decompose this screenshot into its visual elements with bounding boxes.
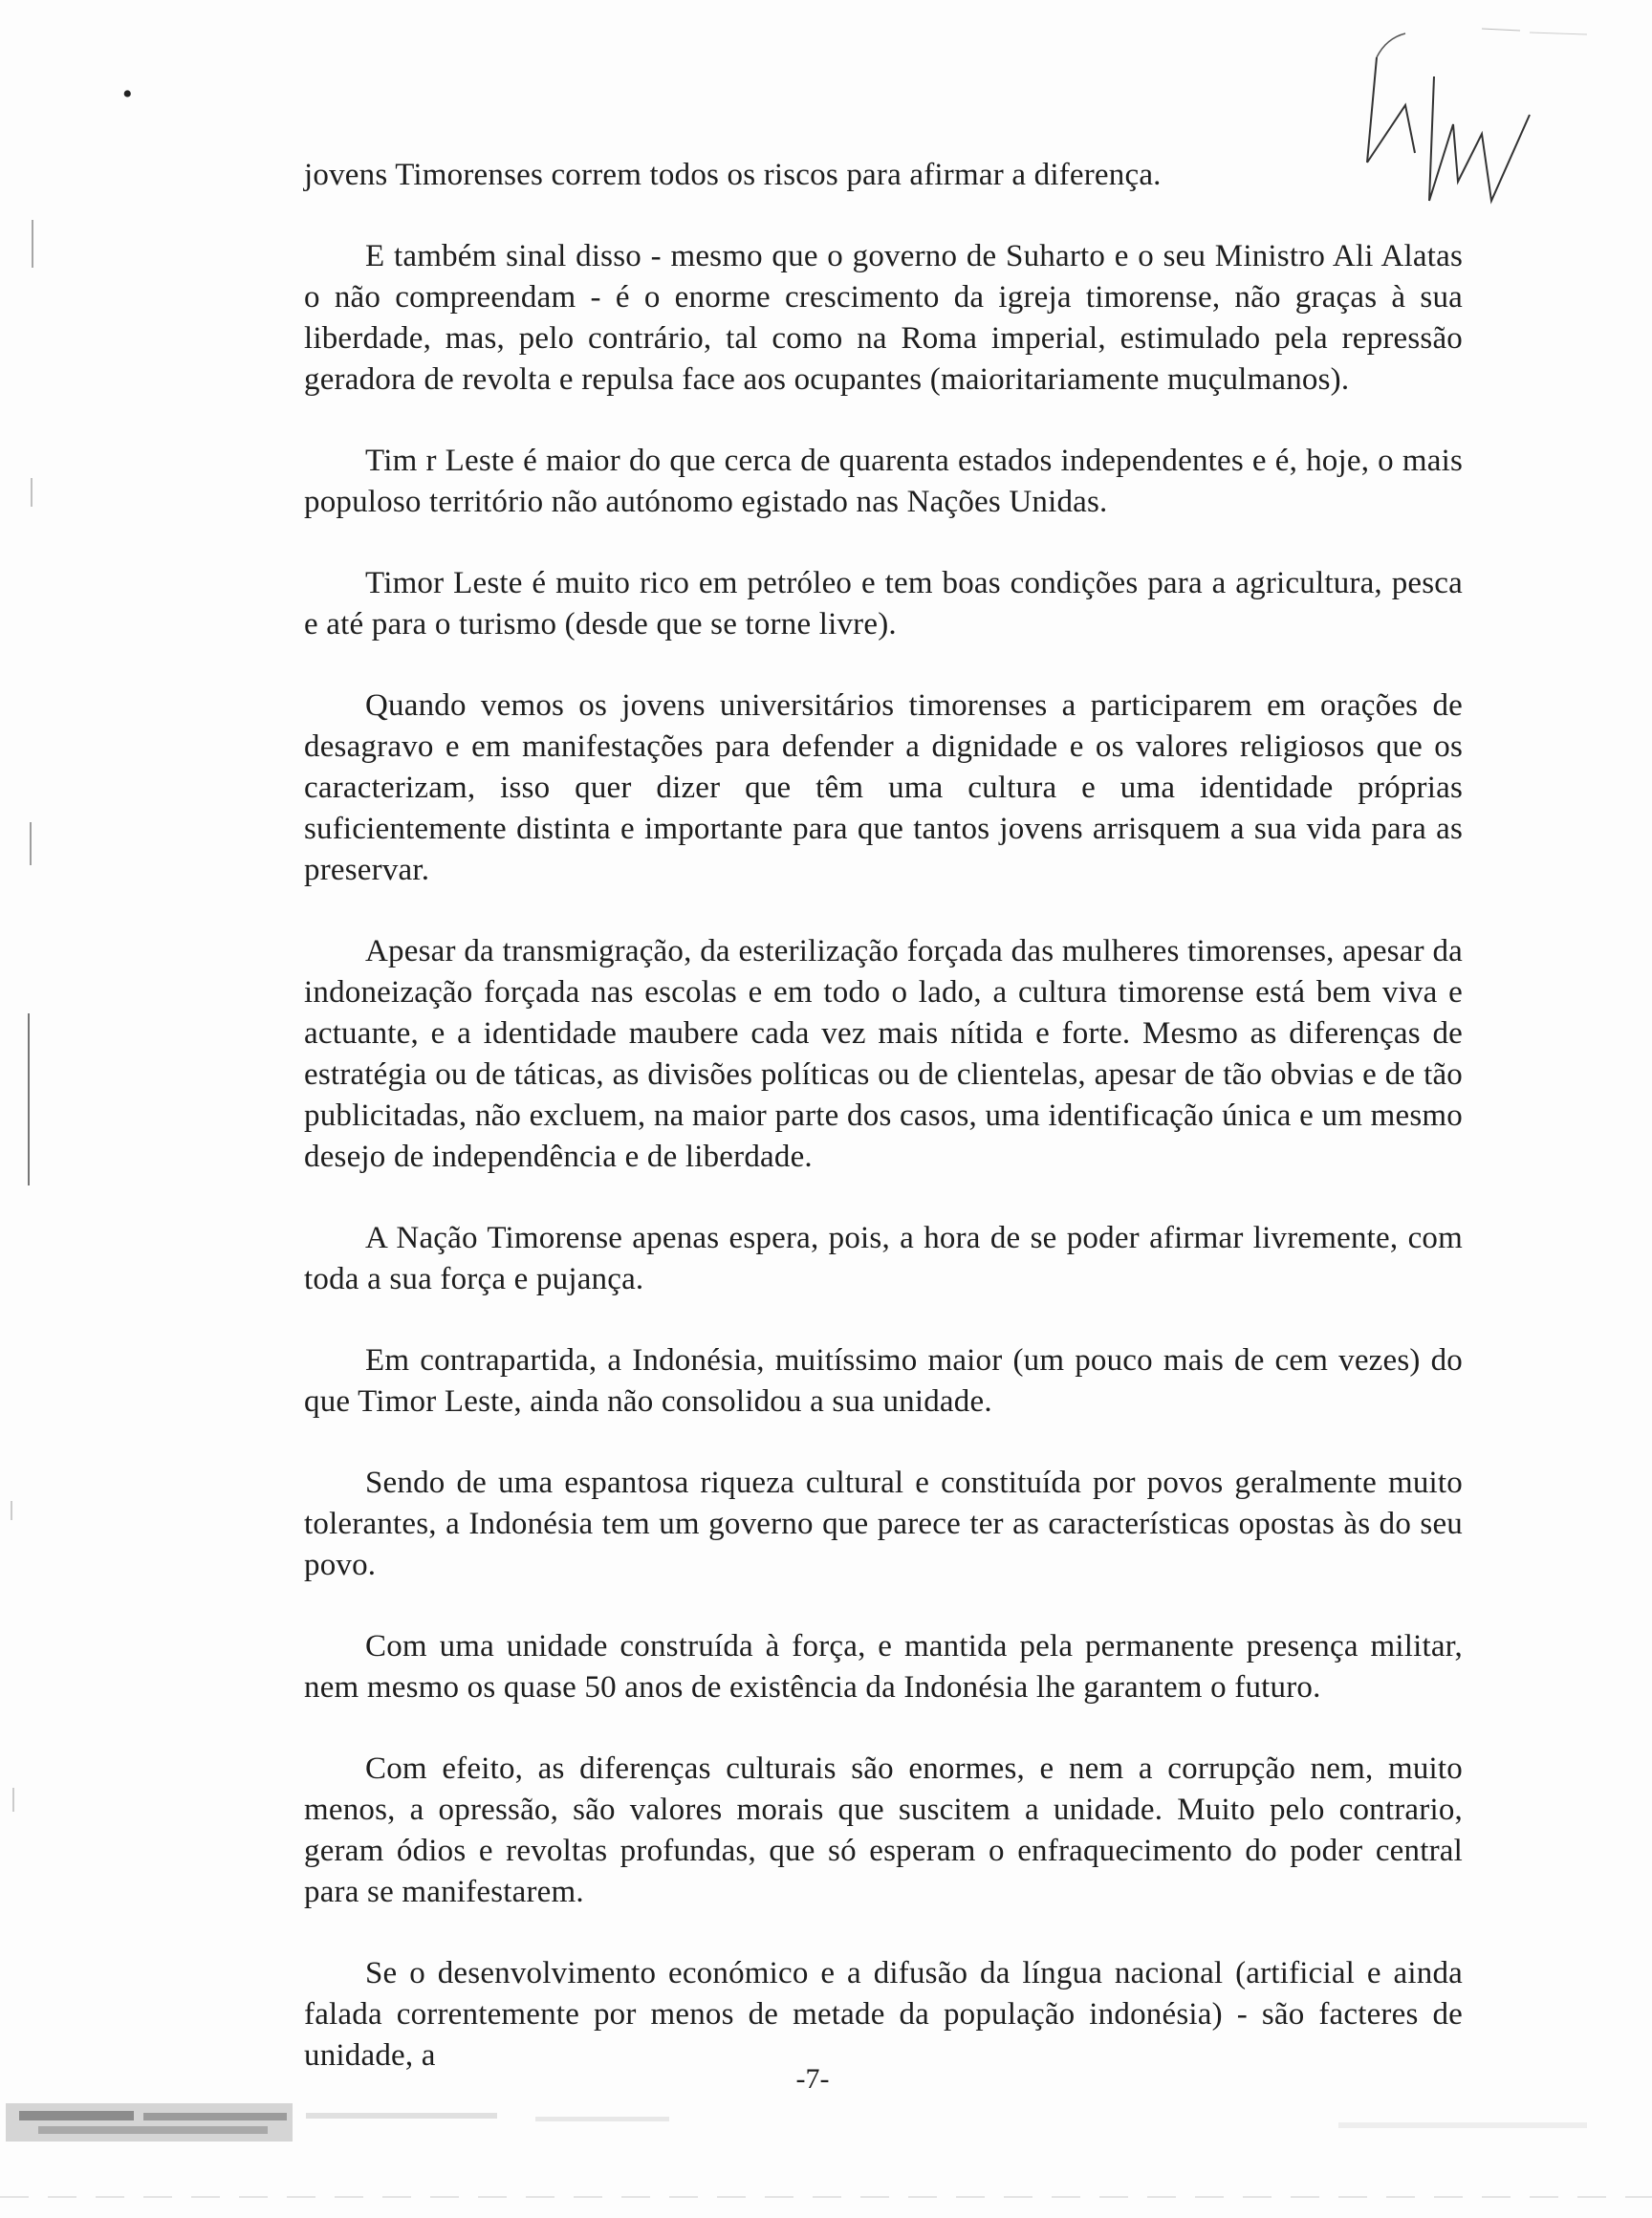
paragraph: A Nação Timorense apenas espera, pois, a hora de se poder afirmar livremente, com toda a sua força e pujança.	[304, 1221, 1463, 1296]
paragraph: Tim r Leste é maior do que cerca de quarenta estados independentes e é, hoje, o mais populoso território não autónomo egistado nas Nações Unidas.	[304, 444, 1463, 519]
paragraph: Com efeito, as diferenças culturais são enormes, e nem a corrupção nem, muito menos, a opressão, são valores morais que suscitem a unidade. Muito pelo contrario, geram ódios e revoltas profundas, que só esperam o enfraquecimento do poder central para se manifestarem.	[304, 1751, 1463, 1909]
paragraph: Timor Leste é muito rico em petróleo e tem boas condições para a agricultura, pesca e até para o turismo (desde que se torne livre).	[304, 566, 1463, 641]
paragraph: Apesar da transmigração, da esterilização forçada das mulheres timorenses, apesar da indoneização forçada nas escolas e em todo o lado, a cultura timorense está bem viva e actuante, e a identidade maubere cada vez mais nítida e forte. Mesmo as diferenças de estratégia ou de táticas, as divisões políticas ou de clientelas, apesar de tão obvias e de tão publicitadas, não excluem, na maior parte dos casos, uma identificação única e um mesmo desejo de independência e de liberdade.	[304, 934, 1463, 1174]
page-body	[304, 155, 1463, 2077]
scan-noise-footer	[0, 2084, 1652, 2218]
scan-edge-artifacts	[0, 0, 38, 2218]
paragraph: Em contrapartida, a Indonésia, muitíssimo maior (um pouco mais de cem vezes) do que Timor Leste, ainda não consolidou a sua unidade.	[304, 1343, 1463, 1419]
paragraph: E também sinal disso - mesmo que o governo de Suharto e o seu Ministro Ali Alatas o não compreendam - é o enorme crescimento da igreja timorense, não graças à sua liberdade, mas, pelo contrário, tal como na Roma imperial, estimulado pela repressão geradora de revolta e repulsa face aos ocupantes (maioritariamente muçulmanos).	[304, 239, 1463, 397]
paragraph: Se o desenvolvimento económico e a difusão da língua nacional (artificial e ainda falada correntemente por menos de metade da população indonésia) - são facteres de unidade, a	[304, 1956, 1463, 2073]
paragraph: Com uma unidade construída à força, e mantida pela permanente presença militar, nem mesmo os quase 50 anos de existência da Indonésia lhe garantem o futuro.	[304, 1629, 1463, 1705]
paragraph: Sendo de uma espantosa riqueza cultural e constituída por povos geralmente muito tolerantes, a Indonésia tem um governo que parece ter as características opostas às do seu povo.	[304, 1466, 1463, 1582]
paragraph: Quando vemos os jovens universitários timorenses a participarem em orações de desagravo e em manifestações para defender a dignidade e os valores religiosos que os caracterizam, isso quer dizer que têm uma cultura e uma identidade próprias suficientemente distinta e importante para que tantos jovens arrisquem a sua vida para as preservar.	[304, 688, 1463, 887]
page-number: -7-	[795, 2063, 830, 2095]
scan-speck: •	[122, 78, 133, 110]
paragraph: jovens Timorenses correm todos os riscos para afirmar a diferença.	[304, 158, 1162, 192]
